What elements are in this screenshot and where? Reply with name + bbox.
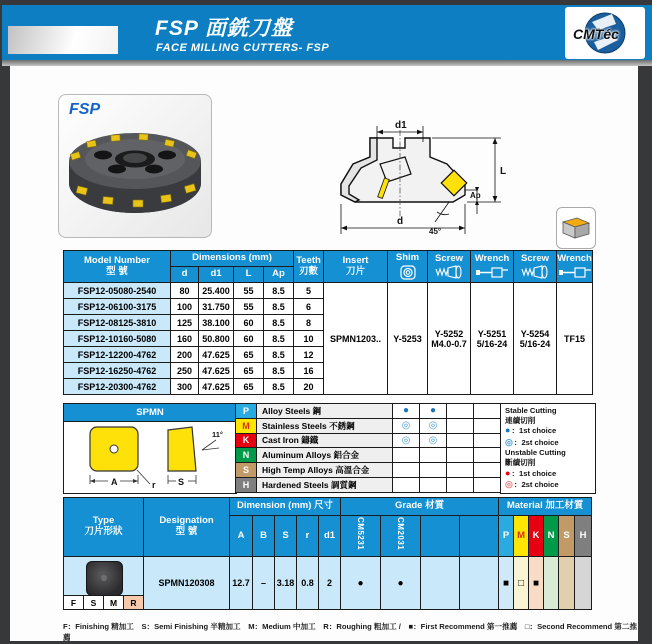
col-header-material: Material 加工材質 [499,498,592,516]
col-header-dimension: Dimension (mm) 尺寸 [230,498,341,516]
milling-cutter-photo [59,95,209,235]
material-suitability-table [235,403,501,493]
col-header-model: Model Number 型 號 [64,251,171,283]
col-header-screw-2: Screw [514,251,557,283]
semi-finishing-cell: S [84,595,104,609]
spec-row: FSP12-08125-3810 125 38.100 60 8.5 8 [64,315,593,331]
col-header-designation: Designation 型 號 [144,498,230,557]
ring-dot-icon: ◎ [505,436,513,447]
grade-col-CM2031: CM2031 [381,516,421,557]
material-code-H: H [236,477,257,492]
dim-label-d: d [397,216,404,227]
spec-row: FSP12-05080-2540 80 25.400 55 8.5 5 SPMN1203.. Y-5253 Y-5252 M4.0-0.7 Y-5251 5/16-24 Y-5254 5/16-24 TF15 [64,283,593,299]
col-header-insert: Insert 刀片 [324,251,388,283]
legend-first-choice-stable: ●：1st choice [505,425,557,436]
fsmr-strip [64,595,143,609]
material-row: H Hardened Steels 調質鋼 [236,477,501,492]
material-code-S: S [236,463,257,478]
material-row: M Stainless Steels 不銹鋼 ◎ ◎ [236,418,501,433]
page-content [10,66,638,641]
col-header-teeth: Teeth 刃數 [294,251,324,283]
ring-dot-icon: ◎ [505,479,513,490]
header-gradient-box [8,26,118,54]
col-header-grade: Grade 材質 [341,498,499,516]
brand-logo-text: CMTéc [573,26,619,42]
footnote: F：Finishing 精加工 S：Semi Finishing 半精加工 M：Medium 中加工 R：Roughing 粗加工 / ■：First Recommend 第一推薦 □：Second Recommend 第二推薦 [63,622,638,642]
dim-label-d1: d1 [395,120,407,131]
spec-table [63,250,593,395]
material-row: P Alloy Steels 鋼 ● ● [236,404,501,419]
material-code-N: N [236,448,257,463]
svg-text:A: A [111,477,118,487]
tech-diagram [325,102,540,247]
col-header-dimensions: Dimensions (mm) [171,251,294,267]
page-title: FSP 面銑刀盤 [155,17,293,40]
cutting-legend [500,403,596,494]
product-series-badge: FSP [69,101,101,118]
svg-text:S: S [178,477,185,487]
spec-row: FSP12-10160-5080 160 50.800 60 8.5 10 [64,331,593,347]
wrench-icon [475,266,509,279]
unstable-cutting-label: Unstable Cutting [505,448,566,458]
subcol-Ap: Ap [264,267,294,283]
product-photo-box [58,94,212,238]
stable-cutting-cn: 連續切削 [505,415,536,425]
subcol-d: d [171,267,199,283]
finishing-cell: F [64,595,84,609]
material-row: K Cast Iron 鑄鐵 ◎ ◎ [236,433,501,448]
material-row: N Aluminum Alloys 鋁合金 [236,448,501,463]
spec-row: FSP12-16250-4762 250 47.625 65 8.5 16 [64,363,593,379]
insert-drawing [64,422,234,492]
col-header-shim: Shim [388,251,428,283]
spec-row: FSP12-20300-4762 300 47.625 65 8.5 20 [64,379,593,395]
wrench1-value: Y-5251 5/16-24 [471,283,514,395]
roughing-cell: R [124,595,143,609]
screw2-value: Y-5254 5/16-24 [514,283,557,395]
dim-label-Ap: Ap [470,191,481,200]
shim-value: Y-5253 [388,283,428,395]
screw1-value: Y-5252 M4.0-0.7 [428,283,471,395]
grade-col-CM5231: CM5231 [341,516,381,557]
dim-label-angle: 45° [429,227,442,236]
col-header-screw-1: Screw [428,251,471,283]
insert-type-cell [64,557,144,610]
wrench-icon [558,266,592,279]
subcol-d1: d1 [199,267,234,283]
insert-shape-title: SPMN [64,404,236,422]
brand-logo [565,7,645,59]
screw-icon [520,265,550,279]
wrench2-value: TF15 [557,283,593,395]
solid-dot-icon: ● [505,425,511,436]
dim-label-L: L [500,166,507,177]
header-band [2,5,652,60]
col-header-type: Type 刀片形狀 [64,498,144,557]
material-code-P: P [236,404,257,419]
svg-text:11°: 11° [212,430,223,439]
unstable-cutting-cn: 斷續切削 [505,458,536,468]
screw-icon [434,265,464,279]
col-header-wrench-2: Wrench [557,251,593,283]
svg-text:r: r [152,480,156,490]
shim-icon [399,265,417,280]
material-row: S High Temp Alloys 高溫合金 [236,463,501,478]
insert-data-row: F S M R SPMN120308 12.7 – 3.18 0.8 2 ● ● ■ □ ■ [64,557,592,610]
designation-value: SPMN120308 [144,557,230,610]
page-subtitle: FACE MILLING CUTTERS- FSP [156,42,330,54]
insert-photo [86,561,123,596]
spec-row: FSP12-06100-3175 100 31.750 55 8.5 6 [64,299,593,315]
subcol-L: L [234,267,264,283]
workpiece-icon [556,207,596,249]
col-header-wrench-1: Wrench [471,251,514,283]
legend-second-choice-unstable: ◎：2st choice [505,479,559,490]
material-code-M: M [236,418,257,433]
legend-first-choice-unstable: ●：1st choice [505,467,557,478]
insert-value: SPMN1203.. [324,283,388,395]
legend-second-choice-stable: ◎：2st choice [505,436,559,447]
insert-dimension-table: Type 刀片形狀 Designation 型 號 Dimension (mm) 尺寸 Grade 材質 Material 加工材質 A B S r d1 CM5231 CM2031 P M K N S H F S M R SPMN120308 12.7 – 3.18 0.8 2 ● ● ■ □ ■ [63,497,592,610]
stable-cutting-label: Stable Cutting [505,406,557,415]
insert-drawing-panel [63,403,237,494]
spec-row: FSP12-12200-4762 200 47.625 65 8.5 12 [64,347,593,363]
medium-cell: M [104,595,124,609]
material-code-K: K [236,433,257,448]
solid-dot-icon: ● [505,467,511,478]
